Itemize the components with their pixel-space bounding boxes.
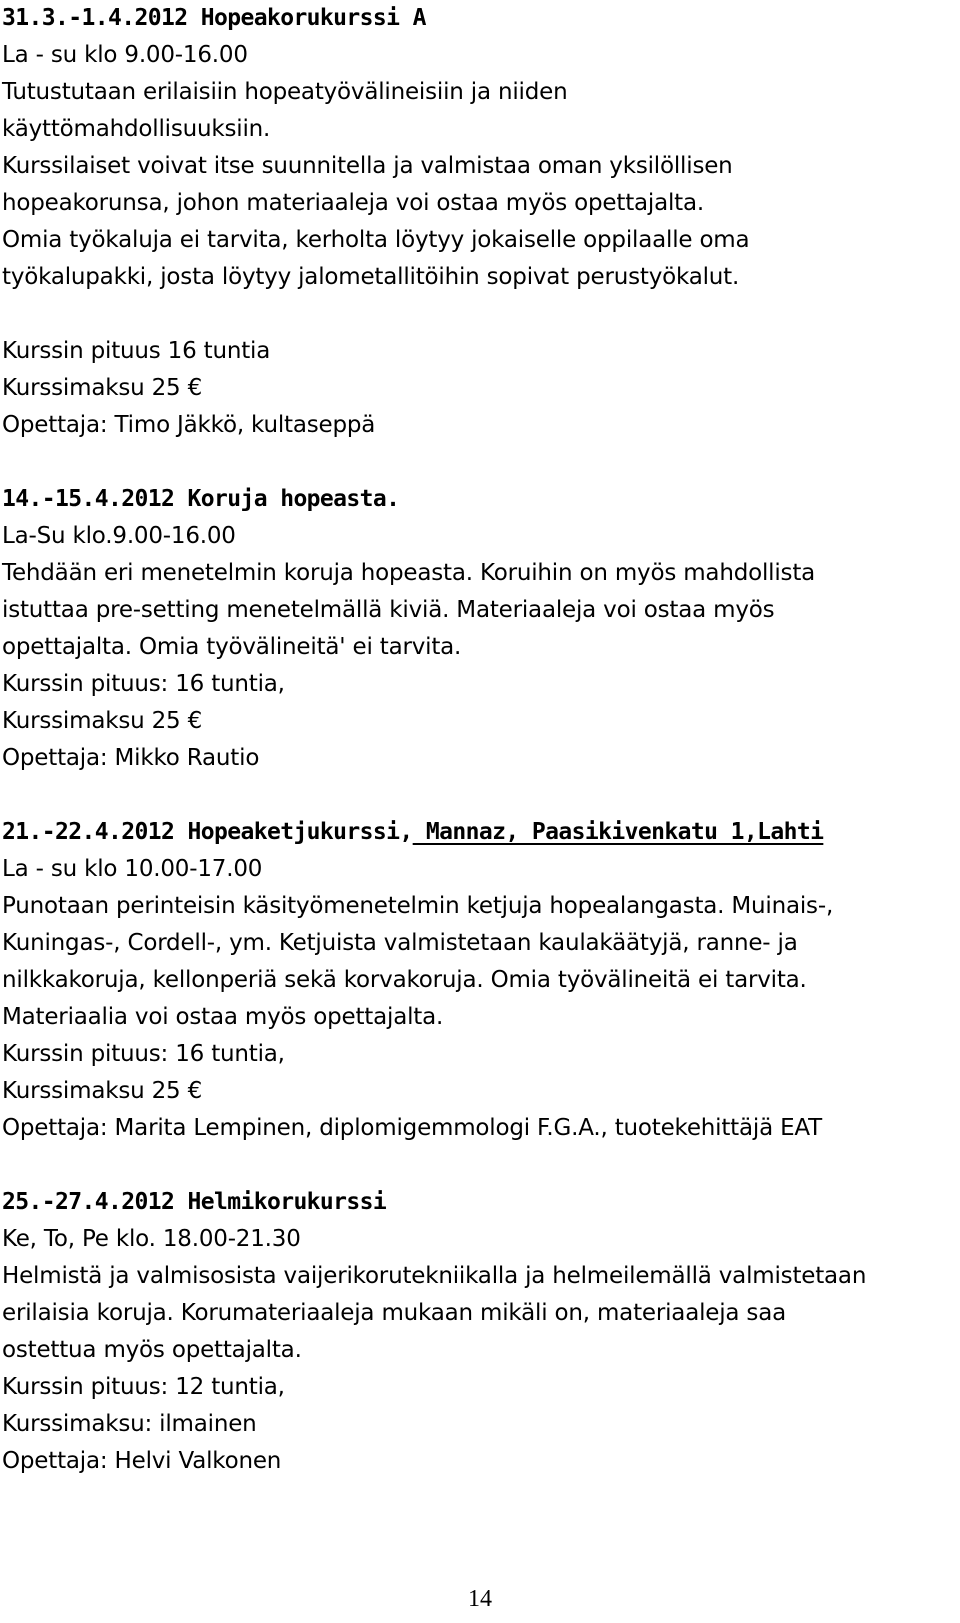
course-teacher: Opettaja: Timo Jäkkö, kultaseppä [2, 412, 376, 438]
course-fee: Kurssimaksu 25 € [2, 1078, 203, 1104]
course-koruja-hopeasta [2, 481, 952, 777]
course-description-line: Tehdään eri menetelmin koruja hopeasta. Koruihin on myös mahdollista [2, 560, 816, 586]
course-title: 14.-15.4.2012 Koruja hopeasta. [2, 486, 400, 512]
page-number: 14 [468, 1586, 492, 1612]
course-description-line: Materiaalia voi ostaa myös opettajalta. [2, 1004, 444, 1030]
course-description-line: Helmistä ja valmisosista vaijerikorutekniikalla ja helmeilemällä valmistetaan [2, 1263, 867, 1289]
spacer [2, 777, 952, 814]
course-description-line: istuttaa pre-setting menetelmällä kiviä. Materiaaleja voi ostaa myös [2, 597, 775, 623]
course-hopeaketjukurssi [2, 814, 952, 1147]
course-description-line: opettajalta. Omia työvälineitä' ei tarvita. [2, 634, 462, 660]
course-description-line: Kuningas-, Cordell-, ym. Ketjuista valmistetaan kaulakäätyjä, ranne- ja [2, 930, 798, 956]
course-description-line: ostettua myös opettajalta. [2, 1337, 302, 1363]
course-description-line: hopeakorunsa, johon materiaaleja voi ostaa myös opettajalta. [2, 190, 704, 216]
course-schedule: La - su klo 10.00-17.00 [2, 856, 263, 882]
course-location: Mannaz, Paasikivenkatu 1,Lahti [412, 819, 824, 845]
document-page [2, 0, 952, 1480]
course-schedule: Ke, To, Pe klo. 18.00-21.30 [2, 1226, 301, 1252]
course-teacher: Opettaja: Marita Lempinen, diplomigemmologi F.G.A., tuotekehittäjä EAT [2, 1115, 823, 1141]
course-description-line: Punotaan perinteisin käsityömenetelmin ketjuja hopealangasta. Muinais-, [2, 893, 834, 919]
spacer [2, 444, 952, 481]
course-duration: Kurssin pituus 16 tuntia [2, 338, 271, 364]
course-description-line: työkalupakki, josta löytyy jalometallitöihin sopivat perustyökalut. [2, 264, 740, 290]
course-fee: Kurssimaksu: ilmainen [2, 1411, 257, 1437]
course-schedule: La-Su klo.9.00-16.00 [2, 523, 236, 549]
course-helmikorukurssi [2, 1184, 952, 1480]
course-title: 31.3.-1.4.2012 Hopeakorukurssi A [2, 5, 426, 31]
spacer [2, 296, 952, 333]
course-description-line: Kurssilaiset voivat itse suunnitella ja valmistaa oman yksilöllisen [2, 153, 733, 179]
course-fee: Kurssimaksu 25 € [2, 708, 203, 734]
course-duration: Kurssin pituus: 12 tuntia, [2, 1374, 285, 1400]
course-title: 21.-22.4.2012 Hopeaketjukurssi, [2, 819, 413, 845]
course-title: 25.-27.4.2012 Helmikorukurssi [2, 1189, 387, 1215]
course-hopeakorukurssi-a [2, 0, 952, 444]
course-duration: Kurssin pituus: 16 tuntia, [2, 1041, 285, 1067]
course-description-line: Omia työkaluja ei tarvita, kerholta löytyy jokaiselle oppilaalle oma [2, 227, 750, 253]
course-teacher: Opettaja: Helvi Valkonen [2, 1448, 282, 1474]
course-title-row [2, 814, 952, 851]
course-description-line: erilaisia koruja. Korumateriaaleja mukaan mikäli on, materiaaleja saa [2, 1300, 786, 1326]
course-schedule: La - su klo 9.00-16.00 [2, 42, 248, 68]
course-description-line: nilkkakoruja, kellonperiä sekä korvakoruja. Omia työvälineitä ei tarvita. [2, 967, 807, 993]
course-duration: Kurssin pituus: 16 tuntia, [2, 671, 285, 697]
spacer [2, 1147, 952, 1184]
course-fee: Kurssimaksu 25 € [2, 375, 203, 401]
course-teacher: Opettaja: Mikko Rautio [2, 745, 260, 771]
course-description-line: Tutustutaan erilaisiin hopeatyövälineisiin ja niiden [2, 79, 568, 105]
course-description-line: käyttömahdollisuuksiin. [2, 116, 271, 142]
